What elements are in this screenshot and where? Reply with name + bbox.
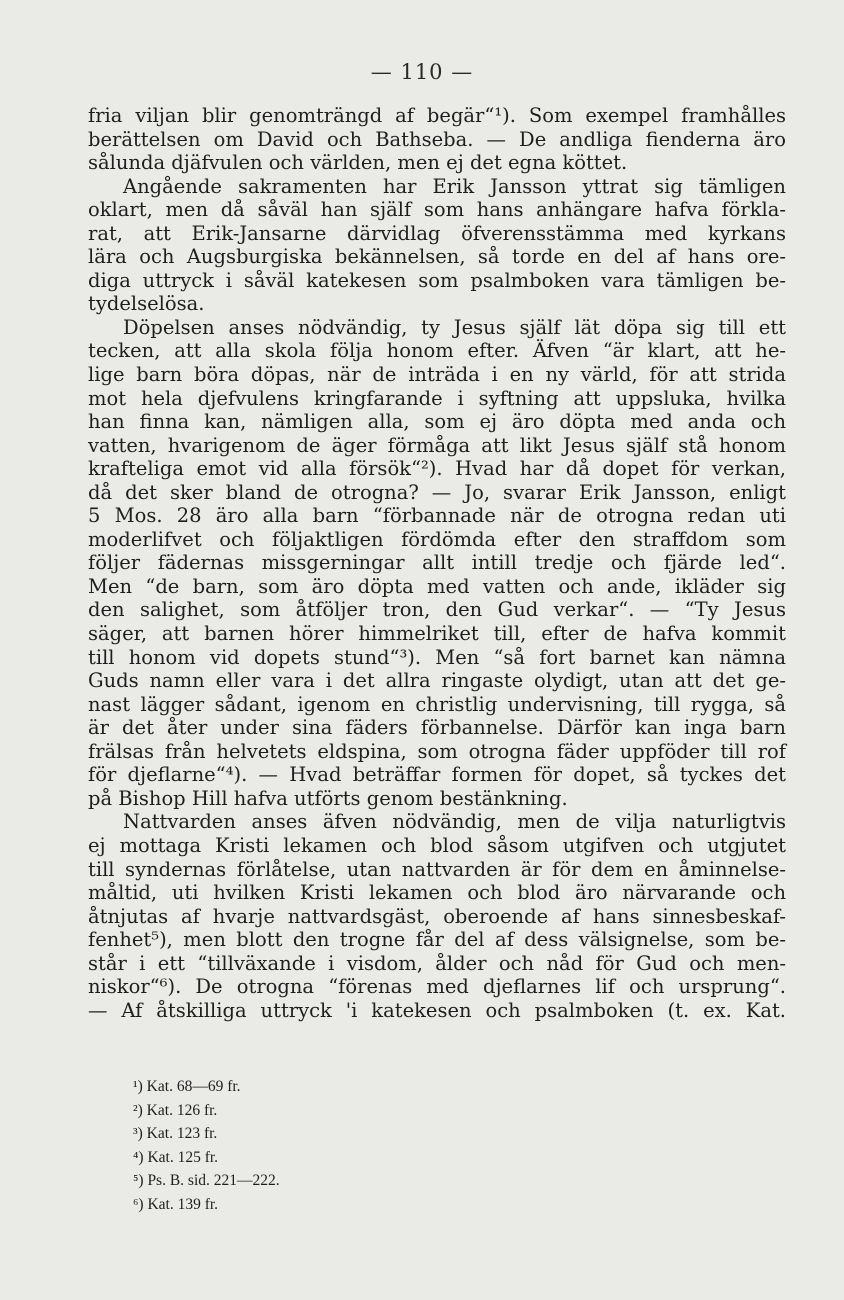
footnote: ⁶) Kat. 139 fr.: [133, 1195, 219, 1213]
text-line: Nattvarden anses äfven nödvändig, men de vilja naturligtvis: [123, 810, 786, 834]
text-line: på Bishop Hill hafva utförts genom bestänkning.: [88, 786, 568, 810]
text-line: 5 Mos. 28 äro alla barn “förbannade när de otrogna redan uti: [88, 504, 786, 528]
text-line: Döpelsen anses nödvändig, ty Jesus själf lät döpa sig till ett: [123, 315, 786, 339]
text-line: Angående sakramenten har Erik Jansson yttrat sig tämligen: [123, 174, 786, 198]
text-line: lära och Augsburgiska bekännelsen, så torde en del af hans ore-: [88, 245, 786, 269]
footnotes: [133, 1075, 533, 1217]
body-text: [88, 104, 786, 1022]
page-number: — 110 —: [370, 60, 474, 84]
text-line: Guds namn eller vara i det allra ringaste olydigt, utan att det ge-: [88, 669, 786, 693]
text-line: moderlifvet och följaktligen fördömda efter den straffdom som: [88, 527, 786, 551]
text-line: fria viljan blir genomträngd af begär“¹). Som exempel framhålles: [88, 104, 786, 127]
text-line: den salighet, som åtföljer tron, den Gud verkar“. — “Ty Jesus: [88, 598, 786, 622]
text-line: sålunda djäfvulen och världen, men ej det egna köttet.: [88, 151, 628, 175]
text-line: vatten, hvarigenom de äger förmåga att likt Jesus själf stå honom: [88, 433, 786, 457]
text-line: mot hela djefvulens kringfarande i syftning att uppsluka, hvilka: [88, 386, 786, 410]
text-line: följer fädernas missgerningar allt intill tredje och fjärde led“.: [88, 551, 786, 575]
text-line: oklart, men då såväl han själf som hans anhängare hafva förkla-: [88, 198, 786, 222]
text-line: måltid, uti hvilken Kristi lekamen och blod äro närvarande och: [88, 881, 786, 905]
text-line: rat, att Erik-Jansarne därvidlag öfverensstämma med kyrkans: [88, 221, 786, 245]
text-line: lige barn böra döpas, när de inträda i en ny värld, för att strida: [88, 363, 786, 387]
footnote: ⁵) Ps. B. sid. 221—222.: [133, 1172, 280, 1190]
text-line: Men “de barn, som äro döpta med vatten och ande, ikläder sig: [88, 574, 786, 598]
text-line: då det sker bland de otrogna? — Jo, svarar Erik Jansson, enligt: [88, 480, 786, 504]
text-line: nast lägger sådant, igenom en christlig undervisning, till rygga, så: [88, 692, 786, 716]
text-line: tecken, att alla skola följa honom efter. Äfven “är klart, att he-: [88, 339, 786, 363]
footnote: ³) Kat. 123 fr.: [133, 1125, 218, 1143]
text-line: till syndernas förlåtelse, utan nattvarden är för dem en åminnelse-: [88, 857, 786, 881]
footnote: ¹) Kat. 68—69 fr.: [133, 1078, 241, 1095]
text-line: berättelsen om David och Bathseba. — De andliga fienderna äro: [88, 127, 786, 151]
footnote: ⁴) Kat. 125 fr.: [133, 1148, 219, 1166]
text-line: till honom vid dopets stund“³). Men “så fort barnet kan nämna: [88, 645, 786, 669]
text-line: tydelselösa.: [88, 292, 205, 316]
text-line: — Af åtskilliga uttryck 'i katekesen och psalmboken (t. ex. Kat.: [88, 998, 786, 1022]
footnote: ²) Kat. 126 fr.: [133, 1101, 218, 1119]
text-line: för djeflarne“⁴). — Hvad beträffar formen för dopet, så tyckes det: [88, 763, 786, 787]
text-line: åtnjutas af hvarje nattvardsgäst, oberoende af hans sinnesbeskaf-: [88, 904, 786, 928]
text-line: frälsas från helvetets eldspina, som otrogna fäder uppföder till rof: [88, 739, 786, 763]
text-line: krafteliga emot vid alla försök“²). Hvad har då dopet för verkan,: [88, 457, 786, 481]
text-line: han finna kan, nämligen alla, som ej äro döpta med anda och: [88, 410, 786, 434]
text-line: säger, att barnen hörer himmelriket till, efter de hafva kommit: [88, 622, 786, 646]
text-line: ej mottaga Kristi lekamen och blod såsom utgifven och utgjutet: [88, 833, 786, 857]
text-line: står i ett “tillväxande i visdom, ålder och nåd för Gud och men-: [88, 951, 786, 975]
text-line: är det åter under sina fäders förbannelse. Därför kan inga barn: [88, 716, 786, 740]
text-line: fenhet⁵), men blott den trogne får del af dess välsignelse, som be-: [88, 928, 786, 952]
text-line: diga uttryck i såväl katekesen som psalmboken vara tämligen be-: [88, 268, 786, 292]
text-line: niskor“⁶). De otrogna “förenas med djeflarnes lif och ursprung“.: [88, 975, 786, 999]
